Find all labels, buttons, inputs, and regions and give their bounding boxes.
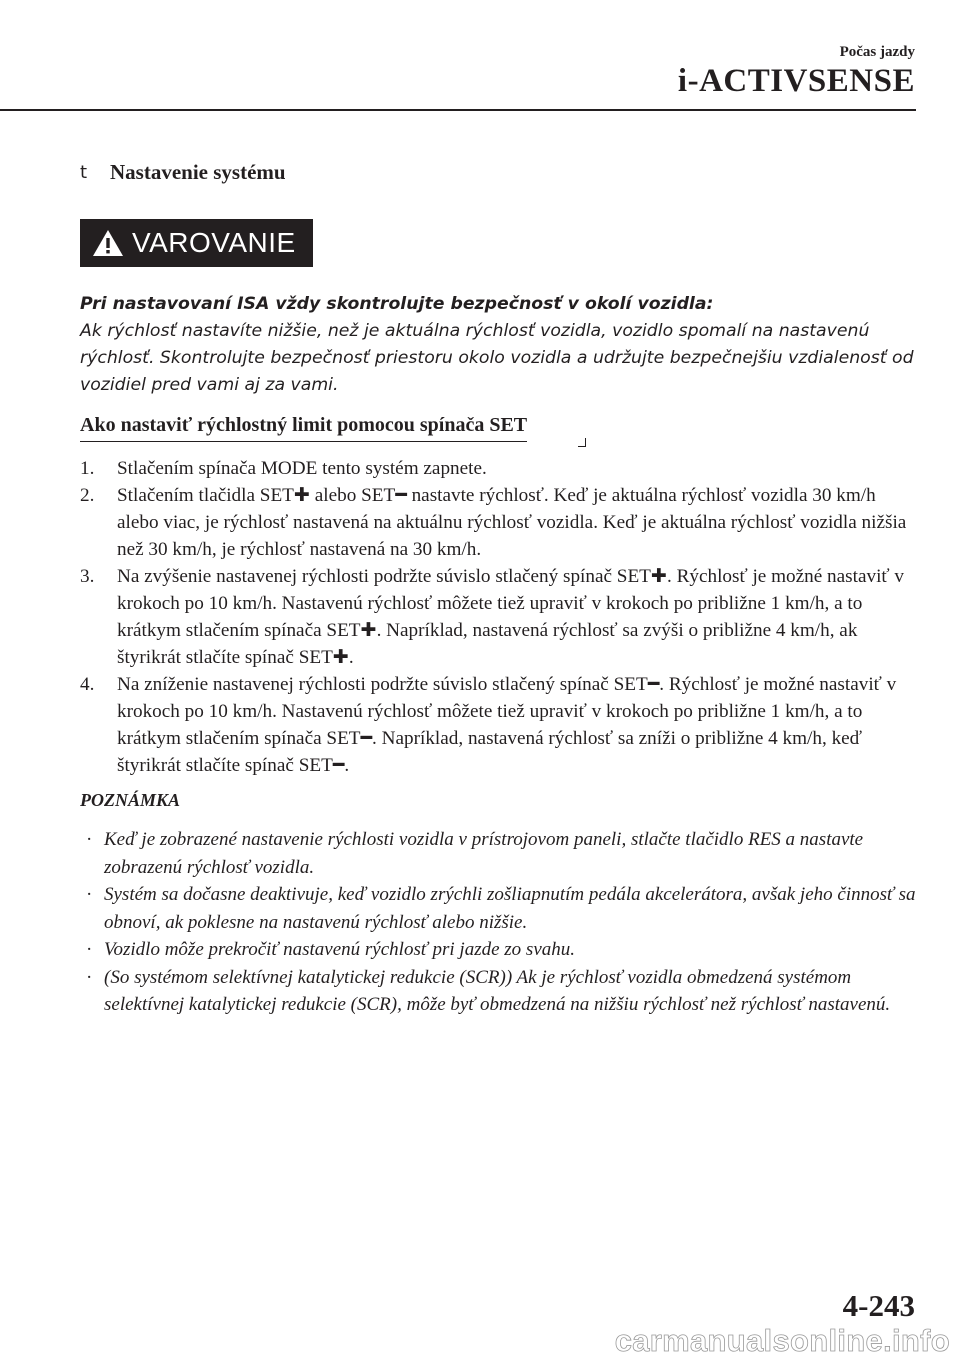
bullet-icon: ·: [86, 829, 93, 850]
step-number: 2.: [80, 485, 95, 506]
step-text: Na zvýšenie nastavenej rýchlosti podržte súvislo stlačený spínač SET✚. Rýchlosť je možné nastaviť v krokoch po 10 km/h. Nastavenú rýchlosť môžete tiež upraviť v krokoch po približne 1 km/h, a to krátkym stlačením spínača SET✚. Napríklad, nastavená rýchlosť sa zvýši o približne 4 km/h, ak štyrikrát stlačíte spínač SET✚.: [117, 566, 904, 668]
step-text: Stlačením spínača MODE tento systém zapnete.: [117, 458, 487, 479]
page-header: [678, 44, 915, 100]
section-title: Nastavenie systému: [110, 160, 286, 184]
step-item: [80, 455, 920, 482]
step-text: Stlačením tlačidla SET✚ alebo SET━ nastavte rýchlosť. Keď je aktuálna rýchlosť vozidla 30 km/h alebo viac, je rýchlosť nastavená na aktuálnu rýchlosť vozidla. Keď je aktuálna rýchlosť vozidla nižšia než 30 km/h, je rýchlosť nastavená na 30 km/h.: [117, 485, 907, 560]
page-number: 4-243: [842, 1288, 915, 1323]
watermark: carmanualsonline.info: [614, 1323, 950, 1358]
step-number: 3.: [80, 566, 95, 587]
step-item: [80, 671, 920, 779]
bullet-icon: ·: [86, 966, 93, 988]
note-item: [86, 964, 920, 1019]
note-text: (So systémom selektívnej katalytickej redukcie (SCR)) Ak je rýchlosť vozidla obmedzená systémom selektívnej katalytickej redukcie (SCR), môže byť obmedzená na nižšiu rýchlosť než rýchlosť nastavenú.: [104, 966, 891, 1015]
note-text: Keď je zobrazené nastavenie rýchlosti vozidla v prístrojovom paneli, stlačte tlačidlo RES a nastavte zobrazenú rýchlosť vozidla.: [104, 829, 864, 878]
bullet-icon: ·: [86, 939, 93, 960]
note-title: POZNÁMKA: [80, 790, 181, 810]
warning-text: [80, 291, 920, 399]
note-text: Vozidlo môže prekročiť nastavenú rýchlosť pri jazde zo svahu.: [104, 939, 576, 960]
note-list: [86, 826, 920, 1019]
note-item: [86, 826, 920, 881]
warning-lead: Pri nastavovaní ISA vždy skontrolujte bezpečnosť v okolí vozidla:: [80, 294, 714, 314]
heading-underline-corner: [578, 438, 586, 447]
section-heading: [80, 160, 286, 185]
warning-badge: [80, 219, 313, 267]
step-number: 1.: [80, 458, 95, 479]
step-text: Na zníženie nastavenej rýchlosti podržte súvislo stlačený spínač SET━. Rýchlosť je možné nastaviť v krokoch po 10 km/h. Nastavenú rýchlosť môžete tiež upraviť v krokoch po približne 1 km/h, a to krátkym stlačením spínača SET━. Napríklad, nastavená rýchlosť sa zníži o približne 4 km/h, keď štyrikrát stlačíte spínač SET━.: [117, 674, 897, 776]
header-chapter-title: i-ACTIVSENSE: [677, 63, 915, 99]
procedure-heading: Ako nastaviť rýchlostný limit pomocou spínača SET: [80, 414, 527, 442]
header-section-title: Počas jazdy: [839, 44, 915, 60]
header-rule: [0, 109, 916, 111]
section-marker-icon: t: [80, 162, 88, 183]
step-item: [80, 482, 920, 563]
warning-body: Ak rýchlosť nastavíte nižšie, než je aktuálna rýchlosť vozidla, vozidlo spomalí na nastavenú rýchlosť. Skontrolujte bezpečnosť priestoru okolo vozidla a udržujte bezpečnejšiu vzdialenosť od vozidiel pred vami aj za vami.: [80, 321, 914, 395]
note-item: [86, 881, 920, 936]
bullet-icon: ·: [86, 884, 93, 905]
warning-triangle-icon: [92, 229, 124, 257]
note-text: Systém sa dočasne deaktivuje, keď vozidlo zrýchli zošliapnutím pedála akcelerátora, avšak jeho činnosť sa obnoví, ak poklesne na nastavenú rýchlosť alebo nižšie.: [104, 884, 916, 933]
procedure-steps: [80, 455, 920, 779]
warning-badge-label: VAROVANIE: [132, 227, 296, 258]
step-number: 4.: [80, 674, 95, 695]
note-item: [86, 936, 920, 964]
step-item: [80, 563, 920, 671]
